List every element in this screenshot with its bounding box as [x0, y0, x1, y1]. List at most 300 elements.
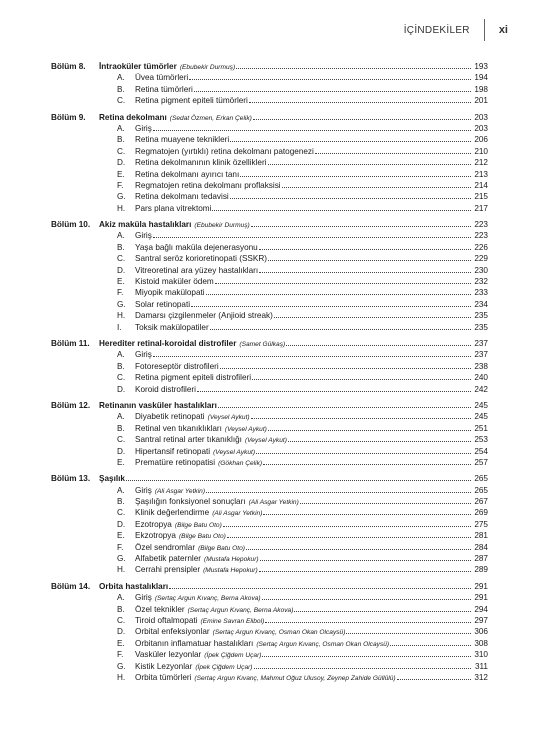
dot-leader [230, 134, 471, 142]
section-letter: A. [117, 350, 125, 360]
dot-leader [253, 112, 471, 120]
section-letter: A. [117, 593, 125, 603]
section-author: (Sertaç Argun Kıvanç, Osman Okan Olcaysü) [212, 629, 346, 637]
section-title: Retina pigment epiteli tümörleri [135, 96, 248, 106]
section-entry[interactable] [51, 507, 488, 518]
section-page: 312 [474, 672, 488, 682]
section-title: Özel sendromlar [135, 542, 196, 552]
section-title-wrap [135, 287, 205, 298]
section-page: 237 [474, 350, 488, 360]
dot-leader [197, 384, 471, 392]
chapter-page: 237 [474, 338, 488, 348]
section-title-wrap [135, 276, 214, 287]
section-title-wrap [135, 361, 219, 372]
section-letter: H. [117, 311, 126, 321]
section-page: 206 [474, 135, 488, 145]
section-letter: G. [117, 299, 126, 309]
section-title: Giriş [135, 123, 152, 133]
dot-leader [263, 507, 471, 515]
section-title-wrap [135, 253, 267, 264]
section-entry[interactable] [51, 72, 488, 83]
section-author: (Ali Asgar Yetkin) [212, 510, 263, 518]
section-letter: D. [117, 384, 126, 394]
section-title: Kistik Lezyonlar [135, 661, 193, 671]
section-author: (Veysel Aykut) [213, 448, 256, 456]
chapter-block [51, 112, 488, 215]
section-title: Giriş [135, 231, 152, 241]
section-title: Cerrahi prensipler [135, 565, 201, 575]
section-title: Retina muayene teknikleri [135, 135, 230, 145]
section-title: Santral retinal arter tıkanıklığı [135, 435, 242, 445]
dot-leader [126, 473, 471, 481]
section-title: Koroid distrofileri [135, 384, 196, 394]
dot-leader [268, 253, 471, 261]
section-entry[interactable] [51, 287, 488, 298]
section-page: 289 [474, 565, 488, 575]
section-entry[interactable] [51, 322, 488, 333]
header-title: İÇİNDEKİLER [403, 24, 470, 36]
chapter-entry[interactable] [51, 338, 488, 349]
section-title: Şaşılığın fonksiyonel sonuçları [135, 497, 246, 507]
section-author: (İpek Çiğdem Uçar) [195, 663, 253, 671]
dot-leader [259, 564, 471, 572]
section-author: (Sertaç Argun Kıvanç, Osman Okan Olcaysü) [256, 640, 390, 648]
dot-leader [263, 457, 471, 465]
chapter-page: 291 [474, 581, 488, 591]
dot-leader [206, 287, 471, 295]
section-entry[interactable] [51, 191, 488, 202]
section-title: Regmatojen retina dekolmanı proflaksisi [135, 180, 281, 190]
section-title-wrap [135, 322, 209, 333]
section-letter: C. [117, 254, 126, 264]
chapter-title-wrap [99, 581, 168, 592]
dot-leader [169, 581, 471, 589]
section-title-wrap [135, 169, 239, 180]
section-page: 267 [474, 497, 488, 507]
section-title-wrap [135, 242, 258, 253]
section-entry[interactable] [51, 592, 488, 603]
chapter-entry[interactable] [51, 400, 488, 411]
section-letter: E. [117, 638, 125, 648]
section-page: 214 [474, 180, 488, 190]
section-entry[interactable] [51, 384, 488, 395]
section-entry[interactable] [51, 553, 488, 564]
section-letter: F. [117, 288, 124, 298]
chapter-block [51, 581, 488, 684]
dot-leader [254, 661, 471, 669]
section-entry[interactable] [51, 349, 488, 360]
section-title-wrap [135, 146, 314, 157]
section-letter: E. [117, 277, 125, 287]
section-title: Solar retinopati [135, 299, 191, 309]
dot-leader [189, 72, 471, 80]
section-page: 254 [474, 446, 488, 456]
section-letter: E. [117, 169, 125, 179]
section-entry[interactable] [51, 265, 488, 276]
section-title: Toksik makülopatiler [135, 322, 209, 332]
section-letter: E. [117, 531, 125, 541]
section-author: (Ali Asgar Yetkin) [248, 499, 299, 507]
section-letter: D. [117, 627, 126, 637]
section-letter: C. [117, 435, 126, 445]
section-author: (Veysel Aykut) [244, 437, 287, 445]
section-title-wrap [135, 134, 229, 145]
section-letter: C. [117, 146, 126, 156]
section-entry[interactable] [51, 638, 488, 649]
section-letter: C. [117, 96, 126, 106]
section-letter: D. [117, 265, 126, 275]
chapter-title: Akiz maküla hastalıkları [99, 220, 192, 230]
chapter-title: İntraoküler tümörler [99, 62, 177, 71]
chapter-entry[interactable] [51, 473, 488, 484]
section-title-wrap [135, 265, 258, 276]
section-title: Vitreoretinal ara yüzey hastalıkları [135, 265, 259, 275]
section-author: (Ali Asgar Yetkin) [154, 487, 206, 495]
section-title: Özel teknikler [135, 604, 185, 614]
dot-leader [240, 169, 471, 177]
section-entry[interactable] [51, 564, 488, 575]
section-page: 291 [474, 593, 488, 603]
section-title-wrap [135, 72, 188, 83]
section-page: 311 [474, 661, 488, 671]
section-page: 238 [474, 361, 488, 371]
chapter-title: Retinanın vasküler hastalıkları [99, 400, 217, 410]
chapter-number: Bölüm 10. [51, 220, 91, 230]
dot-leader [268, 157, 471, 165]
section-letter: D. [117, 446, 126, 456]
section-entry[interactable] [51, 434, 488, 445]
section-title-wrap [135, 384, 196, 395]
section-entry[interactable] [51, 530, 488, 541]
section-page: 213 [474, 169, 488, 179]
section-entry[interactable] [51, 446, 488, 457]
chapter-block [51, 219, 488, 333]
section-letter: G. [117, 554, 126, 564]
dot-leader [251, 219, 471, 227]
section-title: Üvea tümörleri [135, 73, 189, 83]
section-letter: C. [117, 373, 126, 383]
section-title: Retinal ven tıkanıklıkları [135, 423, 222, 433]
dot-leader [260, 553, 471, 561]
section-page: 230 [474, 265, 488, 275]
section-letter: F. [117, 180, 124, 190]
chapter-title-wrap [99, 473, 125, 484]
section-letter: B. [117, 135, 125, 145]
chapter-entry[interactable] [51, 219, 488, 230]
section-title-wrap [135, 95, 248, 106]
section-page: 226 [474, 242, 488, 252]
section-author: (Sertaç Argun Kıvanç, Berna Akova) [154, 595, 261, 603]
chapter-number: Bölüm 9. [51, 112, 86, 122]
section-title: Orbital enfeksiyonlar [135, 627, 210, 637]
section-entry[interactable] [51, 626, 488, 637]
section-letter: F. [117, 650, 124, 660]
dot-leader [223, 519, 471, 527]
chapter-block [51, 473, 488, 576]
section-title: Fotoreseptör distrofileri [135, 361, 219, 371]
section-title: Santral seröz korioretinopati (SSKR) [135, 254, 267, 264]
dot-leader [282, 180, 471, 188]
dot-leader [191, 299, 471, 307]
chapter-block [51, 400, 488, 468]
section-author: (Bilge Batu Oto) [178, 533, 226, 541]
section-entry[interactable] [51, 672, 488, 683]
section-author: (Mustafa Hepokur) [203, 567, 258, 575]
dot-leader [251, 411, 471, 419]
section-page: 232 [474, 277, 488, 287]
dot-leader [259, 242, 471, 250]
section-letter: G. [117, 661, 126, 671]
section-entry[interactable] [51, 299, 488, 310]
section-title: Yaşa bağlı maküla dejenerasyonu [135, 242, 258, 252]
section-title: Prematüre retinopatisi [135, 457, 216, 467]
section-title-wrap [135, 180, 281, 191]
section-page: 242 [474, 384, 488, 394]
section-title: Retina dekolmanı tedavisi [135, 192, 229, 202]
section-letter: A. [117, 231, 125, 241]
section-entry[interactable] [51, 95, 488, 106]
section-title-wrap [135, 672, 396, 684]
section-page: 265 [474, 485, 488, 495]
section-letter: C. [117, 615, 126, 625]
section-page: 251 [474, 423, 488, 433]
section-entry[interactable] [51, 169, 488, 180]
section-page: 223 [474, 231, 488, 241]
section-page: 269 [474, 508, 488, 518]
section-letter: A. [117, 412, 125, 422]
section-letter: A. [117, 73, 125, 83]
section-page: 287 [474, 554, 488, 564]
section-page: 198 [474, 84, 488, 94]
section-entry[interactable] [51, 496, 488, 507]
section-author: (Veysel Aykut) [207, 414, 250, 422]
dot-leader [206, 485, 471, 493]
section-entry[interactable] [51, 411, 488, 422]
dot-leader [194, 84, 471, 92]
section-letter: B. [117, 361, 125, 371]
chapter-entry[interactable] [51, 61, 488, 72]
section-entry[interactable] [51, 134, 488, 145]
section-title: Orbitanın inflamatuar hastalıkları [135, 638, 254, 648]
dot-leader [153, 349, 471, 357]
section-title: Ezotropya [135, 519, 172, 529]
dot-leader [212, 203, 471, 211]
section-page: 281 [474, 531, 488, 541]
chapter-page: 265 [474, 474, 488, 484]
chapter-author: (Sedat Özmen, Erkan Çelik) [169, 114, 252, 122]
dot-leader [230, 191, 471, 199]
section-letter: D. [117, 519, 126, 529]
section-author: (Bilge Batu Oto) [198, 544, 245, 552]
dot-leader [215, 276, 471, 284]
chapter-author: (Ebubekir Durmuş) [179, 64, 236, 71]
section-title: Giriş [135, 350, 152, 360]
section-page: 310 [474, 650, 488, 660]
section-letter: E. [117, 457, 125, 467]
section-page: 229 [474, 254, 488, 264]
section-page: 210 [474, 146, 488, 156]
section-letter: B. [117, 423, 125, 433]
section-page: 234 [474, 299, 488, 309]
section-title-wrap [135, 457, 262, 469]
section-letter: C. [117, 508, 126, 518]
section-author: (Sertaç Argun Kıvanç, Mahmut Oğuz Ulusoy, Zeynep Zahide Güllülü) [194, 674, 396, 682]
section-page: 201 [474, 96, 488, 106]
section-entry[interactable] [51, 485, 488, 496]
section-title: Orbita tümörleri [135, 672, 192, 682]
dot-leader [288, 434, 471, 442]
section-page: 203 [474, 123, 488, 133]
dot-leader [210, 322, 471, 330]
dot-leader [220, 361, 471, 369]
dot-leader [153, 230, 471, 238]
section-title-wrap [135, 123, 152, 134]
section-page: 257 [474, 457, 488, 467]
section-page: 215 [474, 192, 488, 202]
dot-leader [246, 542, 471, 550]
section-title-wrap [135, 203, 211, 214]
section-letter: H. [117, 203, 126, 213]
dot-leader [346, 626, 471, 634]
section-page: 275 [474, 519, 488, 529]
section-author: (Bilge Batu Oto) [174, 521, 222, 529]
chapter-number: Bölüm 14. [51, 581, 91, 591]
section-page: 217 [474, 203, 488, 213]
chapter-entry[interactable] [51, 112, 488, 123]
section-title: Miyopik makülopati [135, 288, 205, 298]
section-entry[interactable] [51, 542, 488, 553]
section-title: Kistoid maküler ödem [135, 277, 214, 287]
chapter-block [51, 61, 488, 107]
section-entry[interactable] [51, 604, 488, 615]
section-entry[interactable] [51, 242, 488, 253]
dot-leader [236, 61, 471, 69]
section-entry[interactable] [51, 423, 488, 434]
section-entry[interactable] [51, 361, 488, 372]
section-entry[interactable] [51, 146, 488, 157]
chapter-page: 193 [474, 62, 488, 71]
section-title: Giriş [135, 485, 152, 495]
dot-leader [390, 638, 471, 646]
section-page: 240 [474, 373, 488, 383]
section-entry[interactable] [51, 457, 488, 468]
dot-leader [262, 592, 471, 600]
section-letter: B. [117, 84, 125, 94]
dot-leader [315, 146, 471, 154]
section-page: 233 [474, 288, 488, 298]
section-author: (Gökhan Çelik) [218, 459, 263, 467]
section-letter: F. [117, 542, 124, 552]
section-entry[interactable] [51, 123, 488, 134]
section-page: 297 [474, 615, 488, 625]
section-entry[interactable] [51, 253, 488, 264]
dot-leader [262, 649, 471, 657]
section-page: 284 [474, 542, 488, 552]
section-page: 308 [474, 638, 488, 648]
section-letter: B. [117, 497, 125, 507]
chapter-author: (Samet Gülkaş) [239, 340, 286, 348]
chapter-block [51, 338, 488, 395]
section-entry[interactable] [51, 372, 488, 383]
section-title: Klinik değerlendirme [135, 508, 210, 518]
dot-leader [300, 496, 471, 504]
section-title: Giriş [135, 593, 152, 603]
section-title-wrap [135, 230, 152, 241]
table-of-contents [51, 61, 488, 688]
section-letter: B. [117, 242, 125, 252]
section-page: 294 [474, 604, 488, 614]
section-letter: H. [117, 672, 126, 682]
section-title: Regmatojen (yırtıklı) retina dekolmanı patogenezi [135, 146, 314, 156]
section-entry[interactable] [51, 203, 488, 214]
dot-leader [397, 672, 471, 680]
section-entry[interactable] [51, 615, 488, 626]
section-letter: A. [117, 123, 125, 133]
section-letter: B. [117, 604, 125, 614]
dot-leader [256, 446, 471, 454]
header-page-number: xi [498, 24, 508, 36]
section-entry[interactable] [51, 649, 488, 660]
section-title-wrap [135, 84, 193, 95]
dot-leader [286, 338, 471, 346]
section-title: Retina dekolmanı ayırıcı tanı [135, 169, 240, 179]
dot-leader [153, 123, 471, 131]
chapter-page: 203 [474, 112, 488, 122]
section-title: Retina pigment epiteli distrofileri [135, 373, 252, 383]
chapter-title: Şaşılık [99, 474, 125, 484]
header-divider [484, 19, 485, 41]
section-page: 194 [474, 73, 488, 83]
section-title: Diyabetik retinopati [135, 412, 205, 422]
section-author: (Sertaç Argun Kıvanç, Berna Akova) [187, 606, 294, 614]
section-title: Ekzotropya [135, 531, 176, 541]
dot-leader [249, 95, 471, 103]
section-letter: A. [117, 485, 125, 495]
section-title-wrap [135, 372, 251, 383]
page-header [404, 19, 508, 41]
section-letter: H. [117, 565, 126, 575]
section-title: Hipertansif retinopati [135, 446, 211, 456]
chapter-entry[interactable] [51, 581, 488, 592]
section-page: 212 [474, 158, 488, 168]
section-entry[interactable] [51, 519, 488, 530]
section-entry[interactable] [51, 230, 488, 241]
dot-leader [265, 615, 471, 623]
section-entry[interactable] [51, 157, 488, 168]
section-entry[interactable] [51, 84, 488, 95]
chapter-number: Bölüm 13. [51, 474, 91, 484]
section-title-wrap [135, 349, 152, 360]
section-entry[interactable] [51, 310, 488, 321]
section-title-wrap [135, 564, 258, 576]
section-letter: G. [117, 192, 126, 202]
section-title-wrap [135, 299, 190, 310]
chapter-title: Orbita hastalıkları [99, 581, 169, 591]
section-entry[interactable] [51, 661, 488, 672]
section-letter: D. [117, 158, 126, 168]
section-title: Alfabetik paternler [135, 554, 201, 564]
section-title-wrap [135, 191, 229, 202]
section-page: 245 [474, 412, 488, 422]
chapter-title: Herediter retinal-koroidal distrofiler [99, 338, 237, 348]
section-title-wrap [135, 310, 273, 321]
section-entry[interactable] [51, 180, 488, 191]
chapter-number: Bölüm 8. [51, 62, 86, 71]
dot-leader [259, 265, 471, 273]
section-entry[interactable] [51, 276, 488, 287]
dot-leader [294, 604, 471, 612]
dot-leader [227, 530, 471, 538]
